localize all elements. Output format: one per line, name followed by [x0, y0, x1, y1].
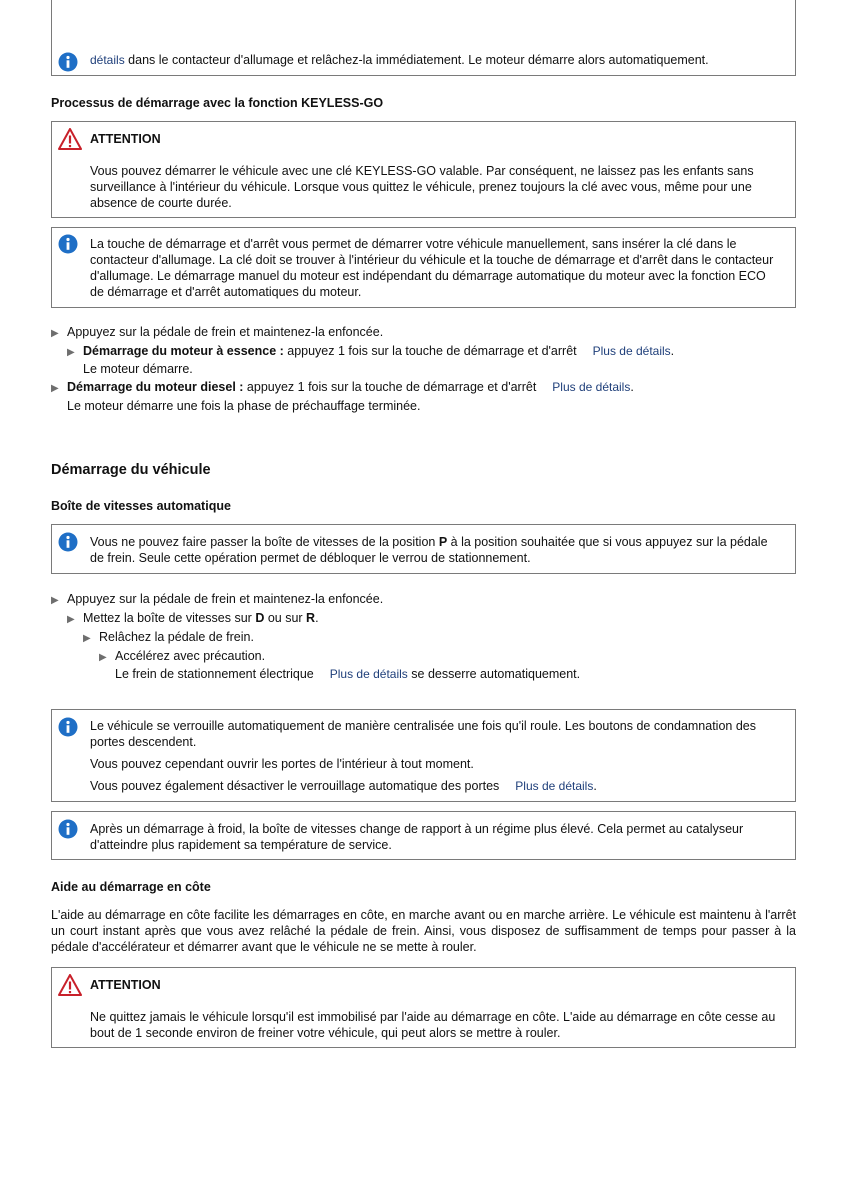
step-arrow-icon: ▶ [51, 383, 59, 394]
details-link[interactable]: Plus de détails [592, 344, 671, 358]
hill-paragraph: L'aide au démarrage en côte facilite les démarrages en côte, en marche avant ou en marche arrière. Le véhicule est maintenu à l'arrêt un court instant après que vous avez relâché la pédale de frein. Ainsi, vous disposez de suffisamment de temps pour passer à la pédale d'accélérateur et démarrer avant que le véhicule ne se mette à rouler. [51, 908, 796, 954]
step-result: Le moteur démarre une fois la phase de préchauffage terminée. [67, 399, 421, 413]
info-box-top [51, 0, 796, 76]
step-arrow-icon: ▶ [83, 633, 91, 644]
step-item: ▶ Mettez la boîte de vitesses sur D ou sur R. [67, 610, 319, 628]
hill-heading: Aide au démarrage en côte [51, 880, 211, 894]
details-link[interactable]: Plus de détails [552, 380, 631, 394]
info-icon [58, 234, 78, 254]
warning-icon [58, 128, 82, 150]
keyless-heading: Processus de démarrage avec la fonction KEYLESS-GO [51, 96, 384, 110]
attention-text: Ne quittez jamais le véhicule lorsqu'il est immobilisé par l'aide au démarrage en côte. L'aide au démarrage en côte cesse au bout de 1 seconde environ de freiner votre véhicule, qui peut alors se mettre à rouler. [90, 1010, 776, 1040]
info-box [51, 524, 796, 574]
info-icon [58, 532, 78, 552]
info-text: détails dans le contacteur d'allumage et relâchez-la immédiatement. Le moteur démarre alors automatiquement. [90, 53, 709, 67]
auto-heading: Boîte de vitesses automatique [51, 499, 231, 513]
info-icon [58, 52, 78, 72]
info-text: La touche de démarrage et d'arrêt vous permet de démarrer votre véhicule manuellement, sans insérer la clé dans le contacteur d'allumage. La clé doit se trouver à l'intérieur du véhicule et la touche de démarrage et d'arrêt dans le contacteur d'allumage. Le démarrage manuel du moteur est indépendant du démarrage automatique du moteur avec la fonction ECO de démarrage et d'arrêt automatiques du moteur. [90, 237, 774, 299]
step-arrow-icon: ▶ [67, 614, 75, 625]
step-result: Le moteur démarre. [83, 362, 193, 376]
attention-box [51, 967, 796, 1048]
info-icon [58, 717, 78, 737]
attention-box [51, 121, 796, 218]
info-icon [58, 819, 78, 839]
attention-title: ATTENTION [90, 132, 161, 146]
details-link[interactable]: Plus de détails [329, 667, 408, 681]
step-item: ▶ Démarrage du moteur diesel : appuyez 1 fois sur la touche de démarrage et d'arrêt Plus de détails. [51, 379, 634, 397]
info-text: Le véhicule se verrouille automatiquement de manière centralisée une fois qu'il roule. Les boutons de condamnation des portes descendent. Vous pouvez cependant ouvrir les portes de l'intérieur à tout moment. Vous pouvez également désactiver le verrouillage automatique des portes Plus de détails. [90, 719, 756, 793]
section-title: Démarrage du véhicule [51, 462, 211, 478]
step-arrow-icon: ▶ [51, 595, 59, 606]
step-item: ▶ Relâchez la pédale de frein. [83, 629, 254, 647]
attention-text: Vous pouvez démarrer le véhicule avec une clé KEYLESS-GO valable. Par conséquent, ne laissez pas les enfants sans surveillance à l'intérieur du véhicule. Lorsque vous quittez le véhicule, prenez toujours la clé avec vous, même pour une absence de courte durée. [90, 164, 754, 210]
step-result: Le frein de stationnement électrique Plus de détails se desserre automatiquement. [115, 667, 581, 681]
step-item: ▶ Appuyez sur la pédale de frein et maintenez-la enfoncée. [51, 324, 383, 342]
step-item: ▶ Accélérez avec précaution. [99, 648, 265, 666]
step-item: ▶ Appuyez sur la pédale de frein et maintenez-la enfoncée. [51, 591, 383, 609]
info-box [51, 811, 796, 860]
info-text: Vous ne pouvez faire passer la boîte de vitesses de la position P à la position souhaitée que si vous appuyez sur la pédale de frein. Seule cette opération permet de débloquer le verrou de stationnement. [90, 535, 768, 565]
attention-title: ATTENTION [90, 978, 161, 992]
step-item: ▶ Démarrage du moteur à essence : appuyez 1 fois sur la touche de démarrage et d'arrêt Plus de détails. [67, 343, 674, 361]
warning-icon [58, 974, 82, 996]
details-link[interactable]: Plus de détails [515, 779, 594, 793]
step-arrow-icon: ▶ [99, 652, 107, 663]
info-box [51, 709, 796, 802]
details-link[interactable]: détails [90, 53, 125, 67]
info-text: Après un démarrage à froid, la boîte de vitesses change de rapport à un régime plus élevé. Cela permet au catalyseur d'atteindre plus rapidement sa température de service. [90, 822, 744, 852]
step-arrow-icon: ▶ [67, 347, 75, 358]
step-arrow-icon: ▶ [51, 328, 59, 339]
info-box [51, 227, 796, 308]
